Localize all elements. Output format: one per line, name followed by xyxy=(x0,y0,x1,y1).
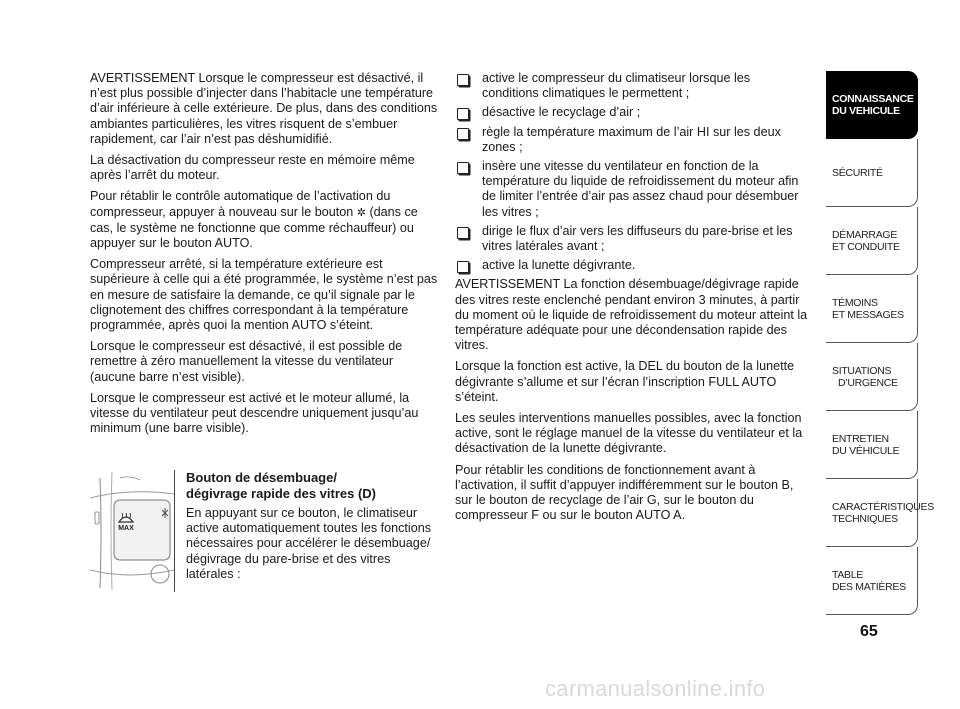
paragraph-defrost-warning: AVERTISSEMENT La fonction désembuage/dégivrage rapide des vitres reste enclenché pendant environ 3 minutes, à partir du moment où le liquide de refroidissement du moteur atteint la température adéquate pour une décondensation rapide des vitres. xyxy=(455,277,808,353)
section-body: En appuyant sur ce bouton, le climatiseur active automatiquement toutes les fonctions nécessaires pour accélérer le désembuage/ dégivrage du pare-brise et des vitres latérales : xyxy=(186,506,432,581)
section-title xyxy=(186,470,440,501)
checkbox-bullet-icon xyxy=(457,227,469,239)
checkbox-bullet-icon xyxy=(457,162,469,174)
tab-table-des-matieres[interactable]: TABLE DES MATIÈRES xyxy=(826,547,918,615)
page-number: 65 xyxy=(860,623,878,640)
list-item: règle la température maximum de l’air HI sur les deux zones ; xyxy=(455,125,810,155)
tab-demarrage-et-conduite[interactable]: DÉMARRAGE ET CONDUITE xyxy=(826,207,918,275)
list-item: insère une vitesse du ventilateur en fonction de la température du liquide de refroidissement du moteur afin de limiter l’entrée d’air pas assez chaud pour désembuer les vitres ; xyxy=(455,159,810,220)
checkbox-bullet-icon xyxy=(457,128,469,140)
chapter-tabs xyxy=(826,71,934,615)
list-item: désactive le recyclage d’air ; xyxy=(455,105,810,120)
reactivation-text-after: (dans ce cas, le système ne fonctionne que comme réchauffeur) ou appuyer sur le bouton AUTO. xyxy=(90,204,418,251)
paragraph-fan-minimum: Lorsque le compresseur est activé et le moteur allumé, la vitesse du ventilateur peut descendre uniquement jusqu’au minimum (une barre visible). xyxy=(90,390,419,436)
checkbox-bullet-icon xyxy=(457,261,469,273)
section-title-line1: Bouton de désembuage/ xyxy=(186,470,337,485)
defrost-button-photo xyxy=(90,470,175,592)
paragraph-compressor-off: Compresseur arrêté, si la température extérieure est supérieure à celle qui a été programmée, le système n’est pas en mesure de satisfaire la demande, ce qu’il signale par le clignotement des chiffres correspondant à la température programmée, après quoi la mention AUTO s’éteint. xyxy=(90,257,438,333)
paragraph-fan-reset: Lorsque le compresseur est désactivé, il est possible de remettre à zéro manuellement la vitesse du ventilateur (aucune barre n’est visible). xyxy=(90,339,403,384)
tab-securite[interactable]: SÉCURITÉ xyxy=(826,139,918,207)
paragraph-compressor-warning: AVERTISSEMENT Lorsque le compresseur est désactivé, il n’est plus possible d’injecter dans l’habitacle une température d’air inférieure à celle extérieure. De plus, dans des conditions ambiantes particulières, les vitres risquent de s’embuer rapidement, car l’air n’est pas déshumidifié. xyxy=(90,71,438,146)
defrost-section xyxy=(186,470,440,582)
reactivation-text-before: Pour rétablir le contrôle automatique de l’activation du compresseur, appuyer à nouveau sur le bouton xyxy=(90,189,391,219)
fan-icon: ✲ xyxy=(356,206,366,219)
watermark: carmanualsonline.info xyxy=(545,676,766,701)
paragraph-reactivation xyxy=(90,189,440,251)
paragraph-manual-interventions: Les seules interventions manuelles possibles, avec la fonction active, sont le réglage manuel de la vitesse du ventilateur et la désactivation de la lunette dégivrante. xyxy=(455,411,803,456)
tab-entretien-du-vehicule[interactable]: ENTRETIEN DU VÉHICULE xyxy=(826,411,918,479)
tab-situations-durgence[interactable]: SITUATIONS D’URGENCE xyxy=(826,343,918,411)
paragraph-restore: Pour rétablir les conditions de fonctionnement avant à l’activation, il suffit d’appuyer indifféremment sur le bouton B, sur le bouton de recyclage de l’air G, sur le bouton du compresseur F ou sur le bouton AUTO A. xyxy=(455,462,794,523)
tab-temoins-et-messages[interactable]: TÉMOINS ET MESSAGES xyxy=(826,275,918,343)
list-item: active le compresseur du climatiseur lorsque les conditions climatiques le permettent ; xyxy=(455,71,810,101)
left-column xyxy=(90,71,440,442)
max-label: MAX xyxy=(118,525,134,532)
list-item: active la lunette dégivrante. xyxy=(455,258,810,273)
checkbox-bullet-icon xyxy=(457,108,469,120)
section-title-line2: dégivrage rapide des vitres (D) xyxy=(186,485,377,501)
list-item: dirige le flux d’air vers les diffuseurs du pare-brise et les vitres latérales avant ; xyxy=(455,224,810,254)
right-column xyxy=(455,71,810,529)
checkbox-bullet-icon xyxy=(457,74,469,86)
paragraph-memory: La désactivation du compresseur reste en mémoire même après l’arrêt du moteur. xyxy=(90,153,415,183)
paragraph-led: Lorsque la fonction est active, la DEL du bouton de la lunette dégivrante s’allume et sur l’écran l’inscription FULL AUTO s’éteint. xyxy=(455,359,795,404)
control-panel-illustration xyxy=(90,470,174,592)
tab-caracteristiques-techniques[interactable]: CARACTÉRISTIQUES TECHNIQUES xyxy=(826,479,918,547)
function-list xyxy=(455,71,810,273)
tab-connaissance-du-vehicule[interactable]: CONNAISSANCE DU VEHICULE xyxy=(826,71,918,139)
